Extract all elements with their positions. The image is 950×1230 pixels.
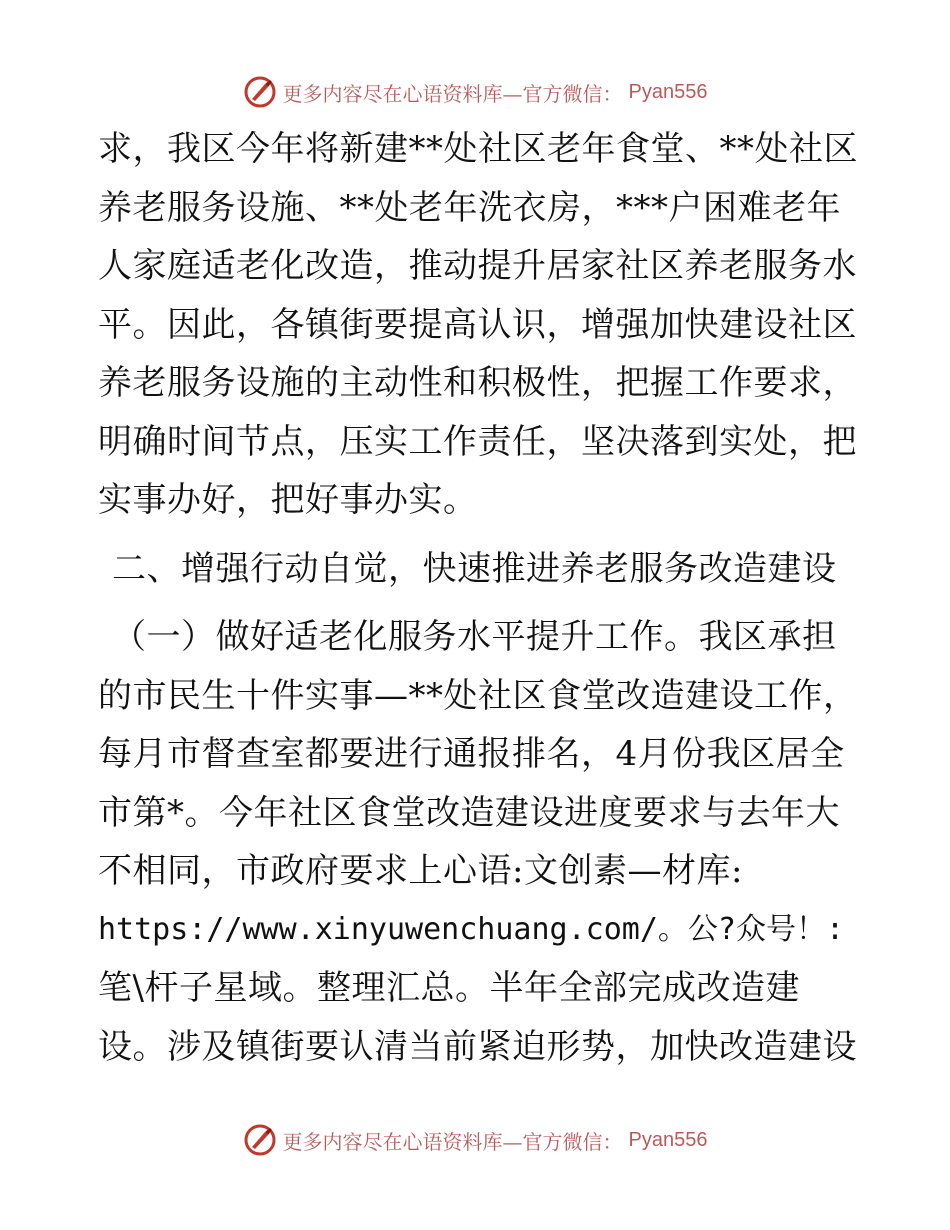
text-line: 每月市督查室都要进行通报排名，4月份我区居全 [98, 734, 845, 774]
document-body [98, 120, 858, 1076]
text-line: 养老服务设施的主动性和积极性，把握工作要求， [98, 363, 857, 403]
watermark-wechat-id: Pyan556 [628, 80, 708, 103]
section-heading: 二、增强行动自觉，快速推进养老服务改造建设 [112, 548, 837, 589]
footer-watermark [0, 1120, 950, 1160]
header-watermark [0, 72, 950, 112]
text-line: 养老服务设施、**处老年洗衣房，***户困难老年 [98, 187, 841, 228]
text-line: 求，我区今年将新建**处社区老年食堂、**处社区 [98, 129, 858, 169]
text-line: 的市民生十件实事—**处社区食堂改造建设工作， [98, 675, 858, 716]
text-line: 笔\杆子星域。整理汇总。半年全部完成改造建 [98, 968, 800, 1008]
text-line: 人家庭适老化改造，推动提升居家社区养老服务水 [98, 246, 857, 286]
text-line: 平。因此，各镇街要提高认识，增强加快建设社区 [98, 304, 857, 345]
text-line: 实事办好，把好事办实。 [98, 480, 478, 520]
url-line: https://www.xinyuwenchuang.com/。公?众号！: [98, 911, 845, 947]
text-line: 市第*。今年社区食堂改造建设进度要求与去年大 [98, 792, 840, 833]
text-line: （一）做好适老化服务水平提升工作。我区承担 [112, 617, 837, 657]
paragraph-2 [98, 608, 858, 1076]
text-line: 明确时间节点，压实工作责任，坚决落到实处，把 [98, 421, 857, 462]
paragraph-1 [98, 120, 858, 530]
watermark-text: 更多内容尽在心语资料库—官方微信： [282, 1129, 623, 1154]
text-line: 设。涉及镇街要认清当前紧迫形势，加快改造建设 [98, 1026, 857, 1067]
watermark-wechat-id: Pyan556 [628, 1128, 708, 1151]
red-quill-logo-icon [243, 75, 277, 109]
watermark-text: 更多内容尽在心语资料库—官方微信： [282, 81, 623, 106]
text-line: 不相同，市政府要求上心语:文创素—材库: [98, 851, 743, 891]
red-quill-logo-icon [243, 1123, 277, 1157]
